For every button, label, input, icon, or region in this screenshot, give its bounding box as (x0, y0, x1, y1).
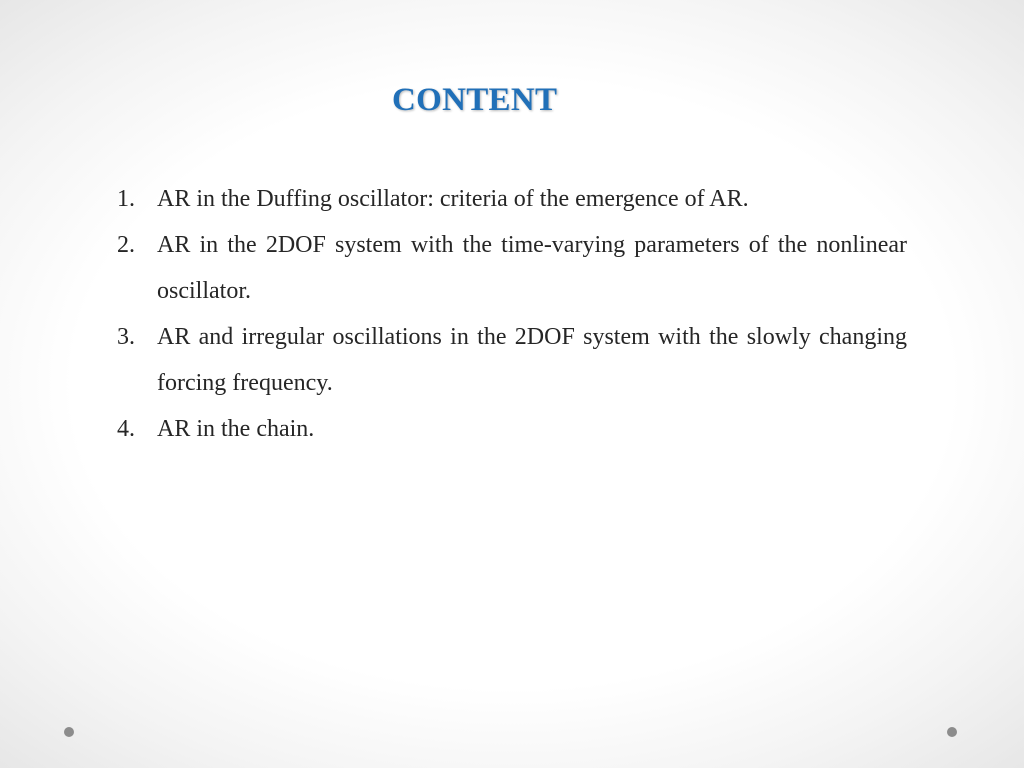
list-item-number: 3. (117, 324, 135, 350)
list-item (117, 406, 907, 452)
list-item-text: AR in the chain. (157, 416, 315, 442)
content-list (117, 176, 907, 452)
list-item-text: AR in the 2DOF system with the time-varying parameters of the nonlinear oscillator. (157, 232, 907, 304)
list-item-number: 4. (117, 416, 135, 442)
list-item-number: 2. (117, 232, 135, 258)
list-item (117, 222, 907, 314)
decorative-dot-left (64, 727, 74, 737)
list-item (117, 314, 907, 406)
list-item-text: AR in the Duffing oscillator: criteria of the emergence of AR. (157, 186, 749, 212)
slide-title: CONTENT (392, 82, 558, 118)
list-item-number: 1. (117, 186, 135, 212)
list-item-text: AR and irregular oscillations in the 2DOF system with the slowly changing forcing frequency. (157, 324, 907, 396)
decorative-dot-right (947, 727, 957, 737)
list-item (117, 176, 907, 222)
